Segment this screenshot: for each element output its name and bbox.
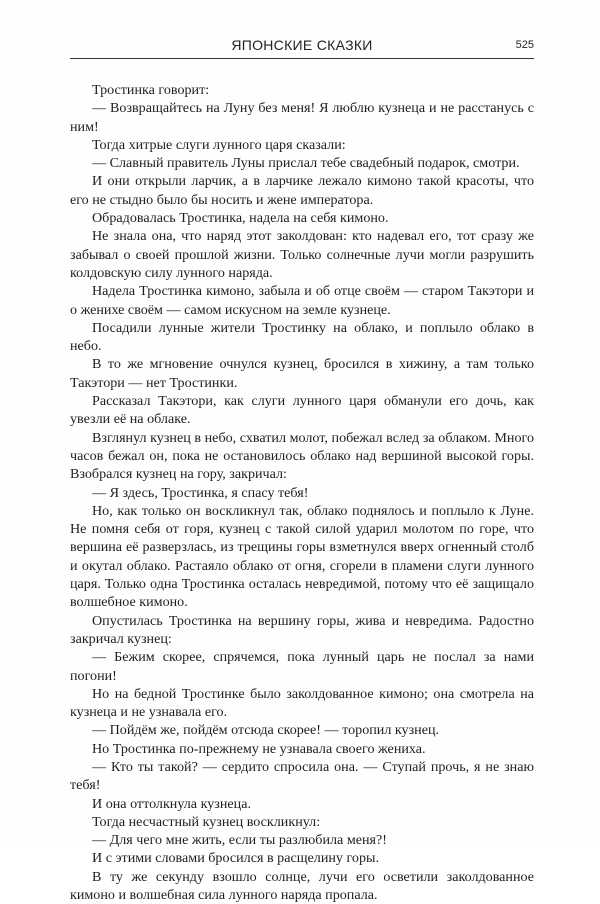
paragraph: Надела Тростинка кимоно, забыла и об отце своём — старом Такэтори и о женихе своём — самом искусном на земле кузнеце. bbox=[70, 283, 534, 318]
paragraph: — Я здесь, Тростинка, я спасу тебя! bbox=[92, 484, 309, 501]
paragraph: В то же мгновение очнулся кузнец, бросился в хижину, а там только Такэтори — нет Тростинки. bbox=[70, 356, 534, 391]
paragraph: Посадили лунные жители Тростинку на облако, и поплыло облако в небо. bbox=[70, 319, 534, 355]
page-number: 525 bbox=[515, 39, 534, 51]
paragraph: Но, как только он воскликнул так, облако поднялось и поплыло к Луне. Не помня себя от горя, кузнец с такой силой ударил молотом по горе, что вершина её разверзлась, из трещины горы взметнулся вверх огненный столб и окутал облако. Растаяло облако от огня, сгорели в пламени слуги лунного царя. Только одна Тростинка осталась невредимой, потому что её защищало волшебное кимоно. bbox=[70, 502, 534, 611]
paragraph: — Для чего мне жить, если ты разлюбила меня?! bbox=[92, 832, 387, 849]
paragraph: Тогда хитрые слуги лунного царя сказали: bbox=[92, 136, 346, 153]
paragraph: Но Тростинка по-прежнему не узнавала своего жениха. bbox=[92, 740, 426, 757]
paragraph: — Пойдём же, пойдём отсюда скорее! — торопил кузнец. bbox=[92, 722, 440, 739]
paragraph: Тростинка говорит: bbox=[92, 82, 210, 98]
book-title: ЯПОНСКИЕ СКАЗКИ bbox=[231, 37, 373, 53]
paragraph: Обрадовалась Тростинка, надела на себя кимоно. bbox=[92, 210, 389, 227]
story-text bbox=[70, 81, 534, 904]
paragraph: И они открыли ларчик, а в ларчике лежало кимоно такой красоты, что его не стыдно было бы носить и жене императора. bbox=[70, 173, 534, 208]
paragraph: Но на бедной Тростинке было заколдованное кимоно; она смотрела на кузнеца и не узнавала его. bbox=[70, 685, 534, 721]
paragraph: Опустилась Тростинка на вершину горы, жива и невредима. Радостно закричал кузнец: bbox=[70, 612, 534, 647]
paragraph: И она оттолкнула кузнеца. bbox=[92, 795, 251, 812]
paragraph: Не знала она, что наряд этот заколдован: кто надевал его, тот сразу же забывал о своей прошлой жизни. Только солнечные лучи могли разрушить колдовскую силу лунного наряда. bbox=[70, 228, 534, 281]
running-header bbox=[70, 36, 534, 59]
paragraph: Тогда несчастный кузнец воскликнул: bbox=[92, 813, 321, 830]
paragraph: В ту же секунду взошло солнце, лучи его осветили заколдованное кимоно и волшебная сила лунного наряда пропала. bbox=[70, 868, 534, 904]
paragraph: — Бежим скорее, спрячемся, пока лунный царь не послал за нами погони! bbox=[70, 649, 534, 684]
paragraph: — Славный правитель Луны прислал тебе свадебный подарок, смотри. bbox=[92, 155, 520, 172]
paragraph: И с этими словами бросился в расщелину горы. bbox=[92, 850, 380, 867]
paragraph: — Кто ты такой? — сердито спросила она. — Ступай прочь, я не знаю тебя! bbox=[70, 758, 534, 794]
paragraph: — Возвращайтесь на Луну без меня! Я люблю кузнеца и не расстанусь с ним! bbox=[70, 100, 534, 135]
paragraph: Рассказал Такэтори, как слуги лунного царя обманули его дочь, как увезли её на облаке. bbox=[70, 393, 534, 428]
paragraph: Взглянул кузнец в небо, схватил молот, побежал вслед за облаком. Много часов бежал он, пока не остановилось облако над вершиной высокой горы. Взобрался кузнец на гору, закричал: bbox=[70, 429, 534, 483]
